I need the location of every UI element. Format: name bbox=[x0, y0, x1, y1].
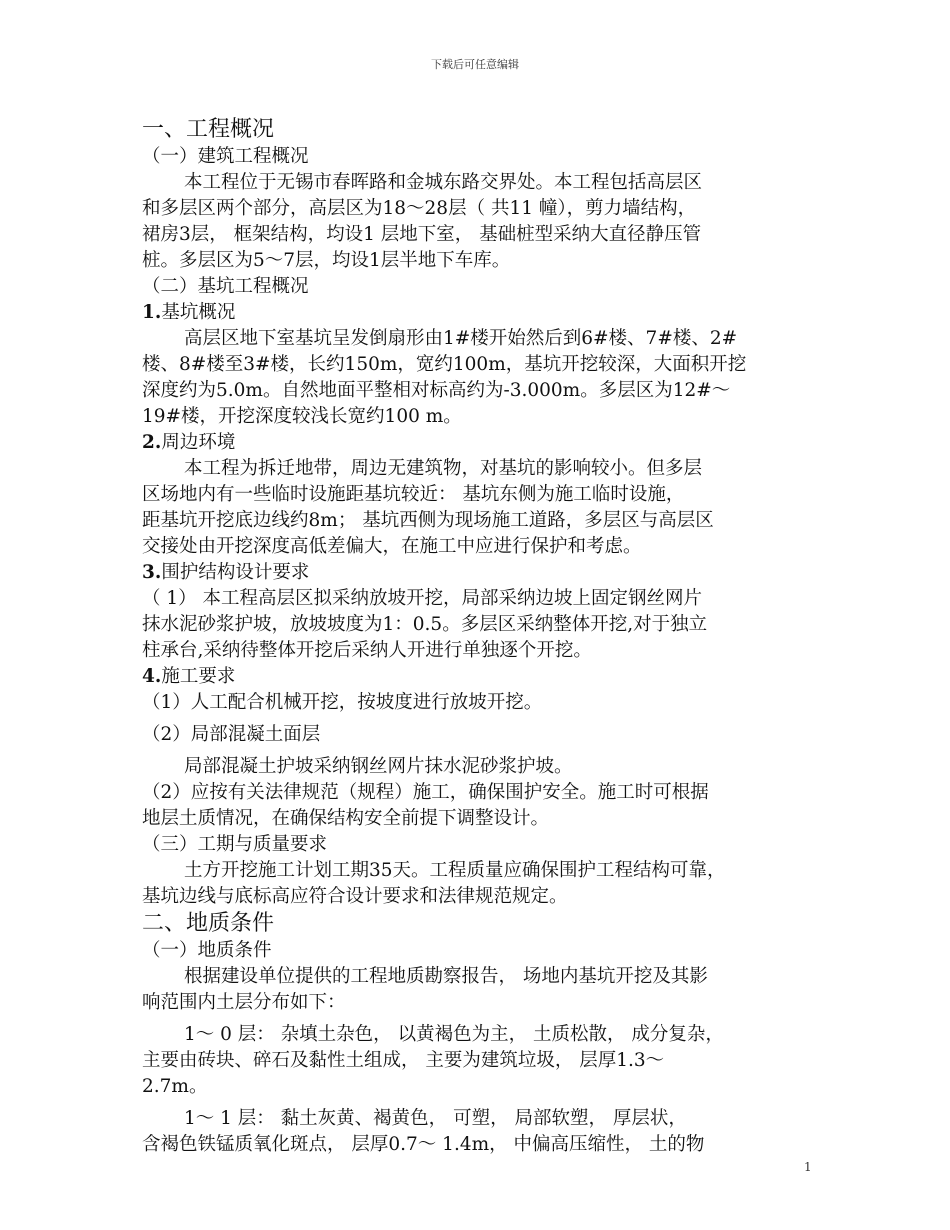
paragraph-line: 楼、8#楼至3#楼，长约150m，宽约100m，基坑开挖较深，大面积开挖 bbox=[142, 354, 747, 375]
subheading-number: 4. bbox=[142, 666, 162, 687]
paragraph-line: 深度约为5.0m。自然地面平整相对标高约为-3.000m。多层区为12#～ bbox=[142, 380, 731, 401]
document-body bbox=[142, 116, 832, 1158]
paragraph-line: 地层土质情况，在确保结构安全前提下调整设计。 bbox=[142, 808, 550, 829]
heading-1-project-overview: 一、工程概况 bbox=[142, 117, 275, 142]
subheading-pit-overview bbox=[142, 300, 832, 326]
subheading-number: 1. bbox=[142, 302, 162, 323]
paragraph-line: 本工程位于无锡市春晖路和金城东路交界处。本工程包括高层区 bbox=[184, 172, 703, 193]
subheading-text: 围护结构设计要求 bbox=[161, 562, 310, 583]
paragraph-line: 局部混凝土护坡采纳钢丝网片抹水泥砂浆护坡。 bbox=[184, 756, 573, 777]
paragraph-line: 抹水泥砂浆护坡，放坡坡度为1：0.5。多层区采纳整体开挖,对于独立 bbox=[142, 614, 708, 635]
paragraph-line: 裙房3层， 框架结构，均设1 层地下室， 基础桩型采纳大直径静压管 bbox=[142, 224, 702, 245]
subheading-number: 3. bbox=[142, 562, 162, 583]
subheading-surroundings bbox=[142, 430, 832, 456]
paragraph-line: 2.7m。 bbox=[142, 1076, 208, 1097]
section-title-building: （一）建筑工程概况 bbox=[142, 146, 309, 167]
paragraph-line: 1～ 0 层： 杂填土杂色， 以黄褐色为主， 土质松散， 成分复杂， bbox=[184, 1024, 724, 1045]
section-title-foundation-pit: （二）基坑工程概况 bbox=[142, 276, 309, 297]
paragraph-line: 区场地内有一些临时设施距基坑较近： 基坑东侧为施工临时设施， bbox=[142, 484, 685, 505]
section-title-geology: （一）地质条件 bbox=[142, 940, 272, 961]
paragraph-line: 响范围内土层分布如下： bbox=[142, 992, 346, 1013]
subheading-construction-requirements bbox=[142, 664, 832, 690]
subheading-text: 施工要求 bbox=[161, 666, 236, 687]
paragraph-line: 距基坑开挖底边线约8m； 基坑西侧为现场施工道路，多层区与高层区 bbox=[142, 510, 714, 531]
subheading-text: 周边环境 bbox=[161, 432, 236, 453]
subheading-text: 基坑概况 bbox=[161, 302, 236, 323]
paragraph-line: 土方开挖施工计划工期35天。工程质量应确保围护工程结构可靠， bbox=[184, 860, 726, 881]
paragraph-line: 根据建设单位提供的工程地质勘察报告， 场地内基坑开挖及其影 bbox=[184, 966, 708, 987]
subheading-retaining-design bbox=[142, 560, 832, 586]
paragraph-line: （ 1） 本工程高层区拟采纳放坡开挖，局部采纳边坡上固定钢丝网片 bbox=[142, 588, 703, 609]
list-item: （2）局部混凝土面层 bbox=[142, 724, 321, 745]
paragraph-line: 桩。多层区为5～7层，均设1层半地下车库。 bbox=[142, 250, 511, 271]
section-title-schedule-quality: （三）工期与质量要求 bbox=[142, 834, 328, 855]
subheading-number: 2. bbox=[142, 432, 162, 453]
page-number: 1 bbox=[804, 1160, 812, 1174]
paragraph-line: 和多层区两个部分，高层区为18～28层（ 共11 幢），剪力墙结构， bbox=[142, 198, 697, 219]
paragraph-line: 高层区地下室基坑呈发倒扇形由1#楼开始然后到6#楼、7#楼、2# bbox=[184, 328, 738, 349]
paragraph-line: 本工程为拆迁地带，周边无建筑物，对基坑的影响较小。但多层 bbox=[184, 458, 703, 479]
paragraph-line: 主要由砖块、碎石及黏性土组成， 主要为建筑垃圾， 层厚1.3～ bbox=[142, 1050, 665, 1071]
paragraph-line: 基坑边线与底标高应符合设计要求和法律规范规定。 bbox=[142, 886, 568, 907]
heading-1-geology: 二、地质条件 bbox=[142, 911, 275, 936]
paragraph-line: 19#楼，开挖深度较浅长宽约100 m。 bbox=[142, 406, 462, 427]
paragraph-line: 含褐色铁锰质氧化斑点， 层厚0.7～ 1.4m， 中偏高压缩性， 土的物 bbox=[142, 1134, 705, 1155]
page-header: 下载后可任意编辑 bbox=[431, 58, 519, 71]
list-item: （2）应按有关法律规范（规程）施工，确保围护安全。施工时可根据 bbox=[142, 782, 709, 803]
paragraph-line: 1～ 1 层： 黏土灰黄、褐黄色， 可塑， 局部软塑， 厚层状， bbox=[184, 1108, 687, 1129]
paragraph-line: 柱承台,采纳待整体开挖后采纳人开进行单独逐个开挖。 bbox=[142, 640, 592, 661]
list-item: （1）人工配合机械开挖，按坡度进行放坡开挖。 bbox=[142, 692, 543, 713]
paragraph-line: 交接处由开挖深度高低差偏大，在施工中应进行保护和考虑。 bbox=[142, 536, 642, 557]
